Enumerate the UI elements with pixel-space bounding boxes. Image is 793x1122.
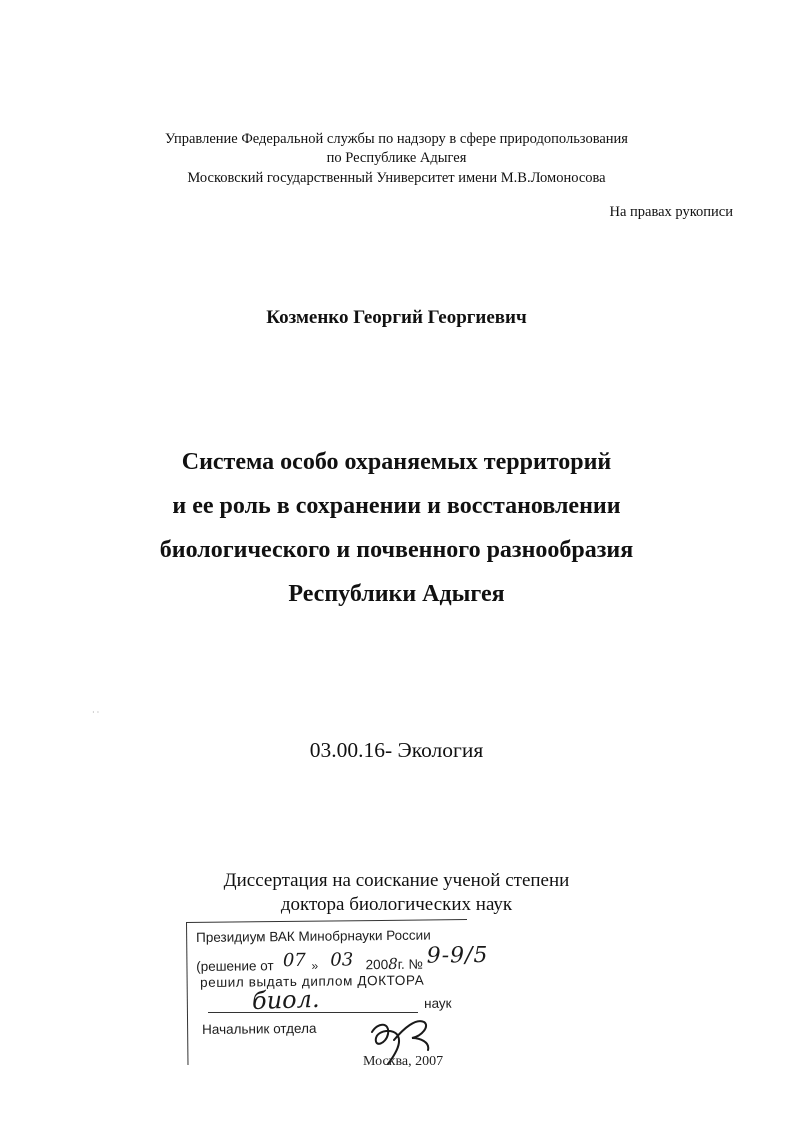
- stamp-science-handwritten: биол.: [251, 984, 320, 1016]
- stamp-decision-prefix: (решение от: [196, 958, 274, 974]
- stamp-day-handwritten: 07: [282, 949, 306, 972]
- stamp-number-handwritten: 9-9/5: [426, 942, 489, 969]
- stamp-year-suffix: г. №: [397, 956, 424, 972]
- stamp-month-handwritten: 03: [330, 949, 354, 971]
- specialty-code: 03.00.16- Экология: [309, 738, 484, 762]
- stamp-year-prefix: 200: [365, 956, 389, 973]
- vak-stamp: [186, 922, 489, 1070]
- stamp-month-field: [322, 949, 362, 974]
- title-line-1: Система особо охраняемых территорий: [181, 449, 612, 475]
- city-year: Москва, 2007: [363, 1054, 444, 1069]
- title-line-2: и ее роль в сохранении и восстановлении: [172, 493, 621, 519]
- header-organization-2: по Республике Адыгея: [326, 150, 467, 166]
- author-name: Козменко Георгий Георгиевич: [266, 307, 527, 328]
- header-organization-3: Московский государственный Университет имени М.В.Ломоносова: [187, 170, 606, 186]
- title-line-3: биологического и почвенного разнообразия: [159, 537, 634, 563]
- stamp-year-digit-handwritten: 8: [388, 954, 398, 973]
- rights-note: На правах рукописи: [609, 204, 733, 220]
- header-organization-1: Управление Федеральной службы по надзору в сфере природопользования: [165, 131, 628, 147]
- degree-line-1: Диссертация на соискание ученой степени: [223, 870, 570, 891]
- stamp-science-suffix: наук: [424, 995, 452, 1011]
- stamp-award-line: решил выдать диплом ДОКТОРА: [200, 972, 425, 990]
- title-line-4: Республики Адыгея: [288, 581, 505, 607]
- scan-speck: · ·: [92, 708, 100, 717]
- degree-line-2: доктора биологических наук: [280, 894, 513, 915]
- stamp-head-of-department: Начальник отдела: [202, 1020, 317, 1037]
- stamp-quote-mark: »: [311, 958, 319, 973]
- stamp-day-field: [277, 949, 311, 975]
- stamp-presidium-line: Президиум ВАК Минобрнауки России: [196, 927, 431, 945]
